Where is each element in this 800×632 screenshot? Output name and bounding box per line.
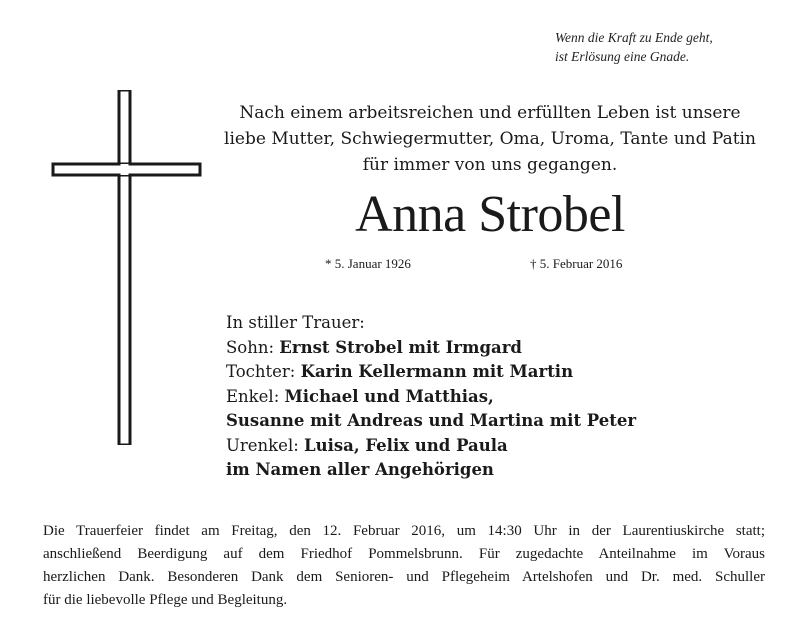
mourner-row-daughter bbox=[226, 360, 746, 385]
mourner-row-relatives bbox=[226, 458, 746, 483]
mourner-row-son bbox=[226, 336, 746, 361]
mourner-names: Michael und Matthias, bbox=[284, 386, 494, 406]
relation-label: Enkel: bbox=[226, 386, 285, 406]
mourner-row-grandchildren-cont bbox=[226, 409, 746, 434]
funeral-info-line-3: herzlichen Dank. Besonderen Dank dem Senioren- und Pflegeheim Artelshofen und Dr. med. Schuller bbox=[43, 569, 765, 585]
funeral-info bbox=[43, 520, 765, 612]
relation-label: Sohn: bbox=[226, 337, 280, 357]
motto-quote bbox=[555, 28, 785, 66]
mourner-row-great-grandchildren bbox=[226, 434, 746, 459]
mourner-names: Ernst Strobel mit Irmgard bbox=[279, 337, 522, 357]
intro-line-2: liebe Mutter, Schwiegermutter, Oma, Uroma, Tante und Patin bbox=[224, 129, 756, 149]
intro-text bbox=[190, 100, 790, 178]
relation-label: Urenkel: bbox=[226, 435, 305, 455]
mourner-names: im Namen aller Angehörigen bbox=[226, 460, 494, 479]
motto-line-1: Wenn die Kraft zu Ende geht, bbox=[555, 30, 713, 45]
intro-line-3: für immer von uns gegangen. bbox=[362, 155, 618, 175]
mourner-names: Luisa, Felix und Paula bbox=[304, 435, 508, 455]
intro-line-1: Nach einem arbeitsreichen und erfüllten Leben ist unsere bbox=[239, 103, 741, 123]
death-date: † 5. Februar 2016 bbox=[530, 256, 623, 271]
funeral-info-line-1: Die Trauerfeier findet am Freitag, den 12. Februar 2016, um 14:30 Uhr in der Laurentiuskirche statt; bbox=[43, 523, 765, 539]
mourner-names: Karin Kellermann mit Martin bbox=[300, 362, 574, 381]
relation-label: Tochter: bbox=[226, 362, 301, 381]
mourners-heading: In stiller Trauer: bbox=[226, 313, 365, 332]
mourner-names: Susanne mit Andreas und Martina mit Peter bbox=[226, 411, 637, 430]
birth-date: * 5. Januar 1926 bbox=[325, 256, 411, 271]
mourners-list bbox=[226, 311, 746, 483]
cross-vertical-beam bbox=[119, 90, 130, 445]
mourner-row-grandchildren bbox=[226, 385, 746, 410]
latin-cross-icon bbox=[40, 90, 205, 445]
motto-line-2: ist Erlösung eine Gnade. bbox=[555, 49, 690, 64]
funeral-info-line-2: anschließend Beerdigung auf dem Friedhof Pommelsbrunn. Für zugedachte Anteilnahme im Voraus bbox=[43, 546, 765, 562]
funeral-info-line-4: für die liebevolle Pflege und Begleitung. bbox=[43, 592, 288, 608]
deceased-name: Anna Strobel bbox=[355, 186, 625, 243]
